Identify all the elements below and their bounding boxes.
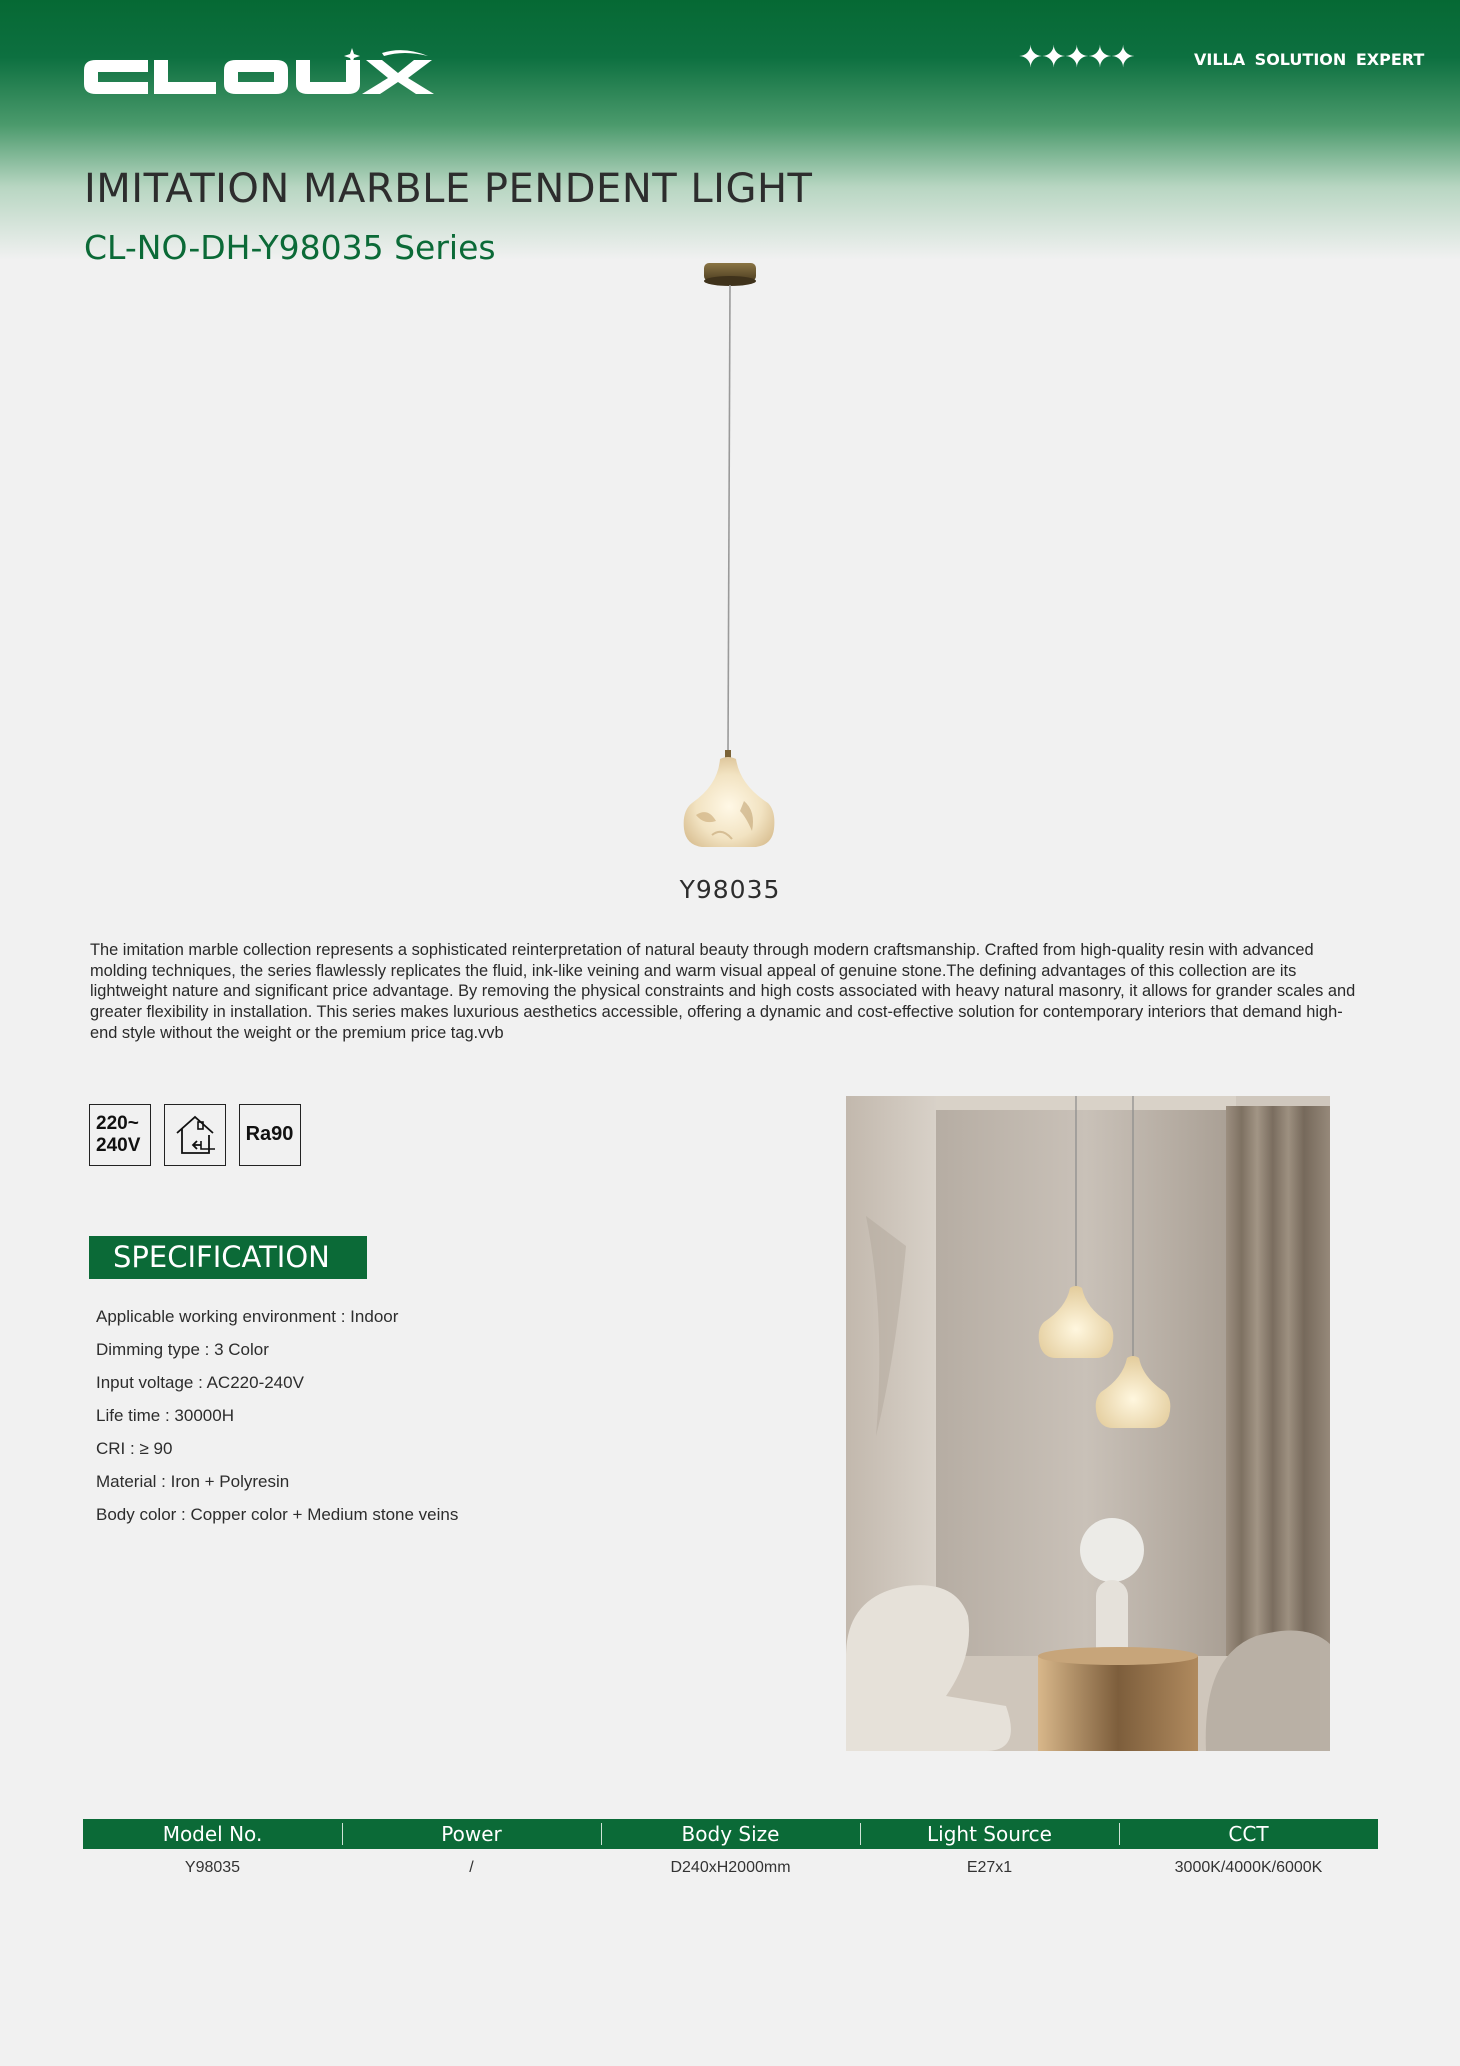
product-spec-table [83, 1819, 1378, 1887]
specification-heading: SPECIFICATION [89, 1236, 367, 1279]
column-header: CCT [1119, 1819, 1378, 1849]
product-description: The imitation marble collection represents a sophisticated reinterpretation of natural beauty through modern craftsmanship. Crafted from high-quality resin with advanced molding techniques, the series flawlessly replicates the fluid, ink-like veining and warm visual appeal of genuine stone.The defining advantages of this collection are its lightweight nature and significant price advantage. By removing the physical constraints and high costs associated with heavy natural masonry, it allows for grander scales and greater flexibility in installation. This series makes luxurious aesthetics accessible, offering a dynamic and cost-effective solution for contemporary interiors that demand high-end style without the weight or the premium price tag.vvb [90, 941, 1356, 1042]
header-banner [0, 0, 1460, 260]
specification-list [96, 1300, 656, 1531]
column-header: Light Source [860, 1819, 1119, 1849]
cloux-logo [84, 44, 436, 100]
cri-badge-text: Ra90 [245, 1123, 294, 1145]
product-title: IMITATION MARBLE PENDENT LIGHT [84, 166, 813, 212]
indoor-badge [164, 1104, 226, 1166]
model-label: Y98035 [679, 875, 781, 904]
column-header: Model No. [83, 1819, 342, 1849]
table-cell: D240xH2000mm [670, 1859, 791, 1876]
pendant-light-image [660, 255, 800, 855]
spec-item: Input voltage : AC220-240V [96, 1373, 304, 1392]
table-row [83, 1849, 1378, 1887]
column-header: Body Size [601, 1819, 860, 1849]
brand-tagline: VILLA SOLUTION EXPERT [1194, 50, 1425, 69]
indoor-house-icon [171, 1111, 219, 1159]
voltage-badge-text: 220~ 240V [96, 1113, 141, 1156]
voltage-badge [89, 1104, 151, 1166]
spec-item: Applicable working environment : Indoor [96, 1307, 399, 1326]
table-cell: / [469, 1859, 474, 1876]
table-cell: E27x1 [966, 1859, 1013, 1876]
cri-badge [239, 1104, 301, 1166]
spec-item: Material : Iron + Polyresin [96, 1472, 290, 1491]
column-header: Power [342, 1819, 601, 1849]
spec-item: Body color : Copper color + Medium stone veins [96, 1505, 459, 1524]
table-header-row [83, 1819, 1378, 1849]
room-scene-photo [846, 1096, 1330, 1751]
spec-item: Dimming type : 3 Color [96, 1340, 269, 1359]
spec-item: Life time : 30000H [96, 1406, 234, 1425]
table-cell: 3000K/4000K/6000K [1174, 1859, 1323, 1876]
rating-stars: ✦✦✦✦✦ [1018, 40, 1134, 75]
spec-item: CRI : ≥ 90 [96, 1439, 173, 1458]
product-series: CL-NO-DH-Y98035 Series [84, 228, 496, 267]
table-cell: Y98035 [184, 1859, 241, 1876]
